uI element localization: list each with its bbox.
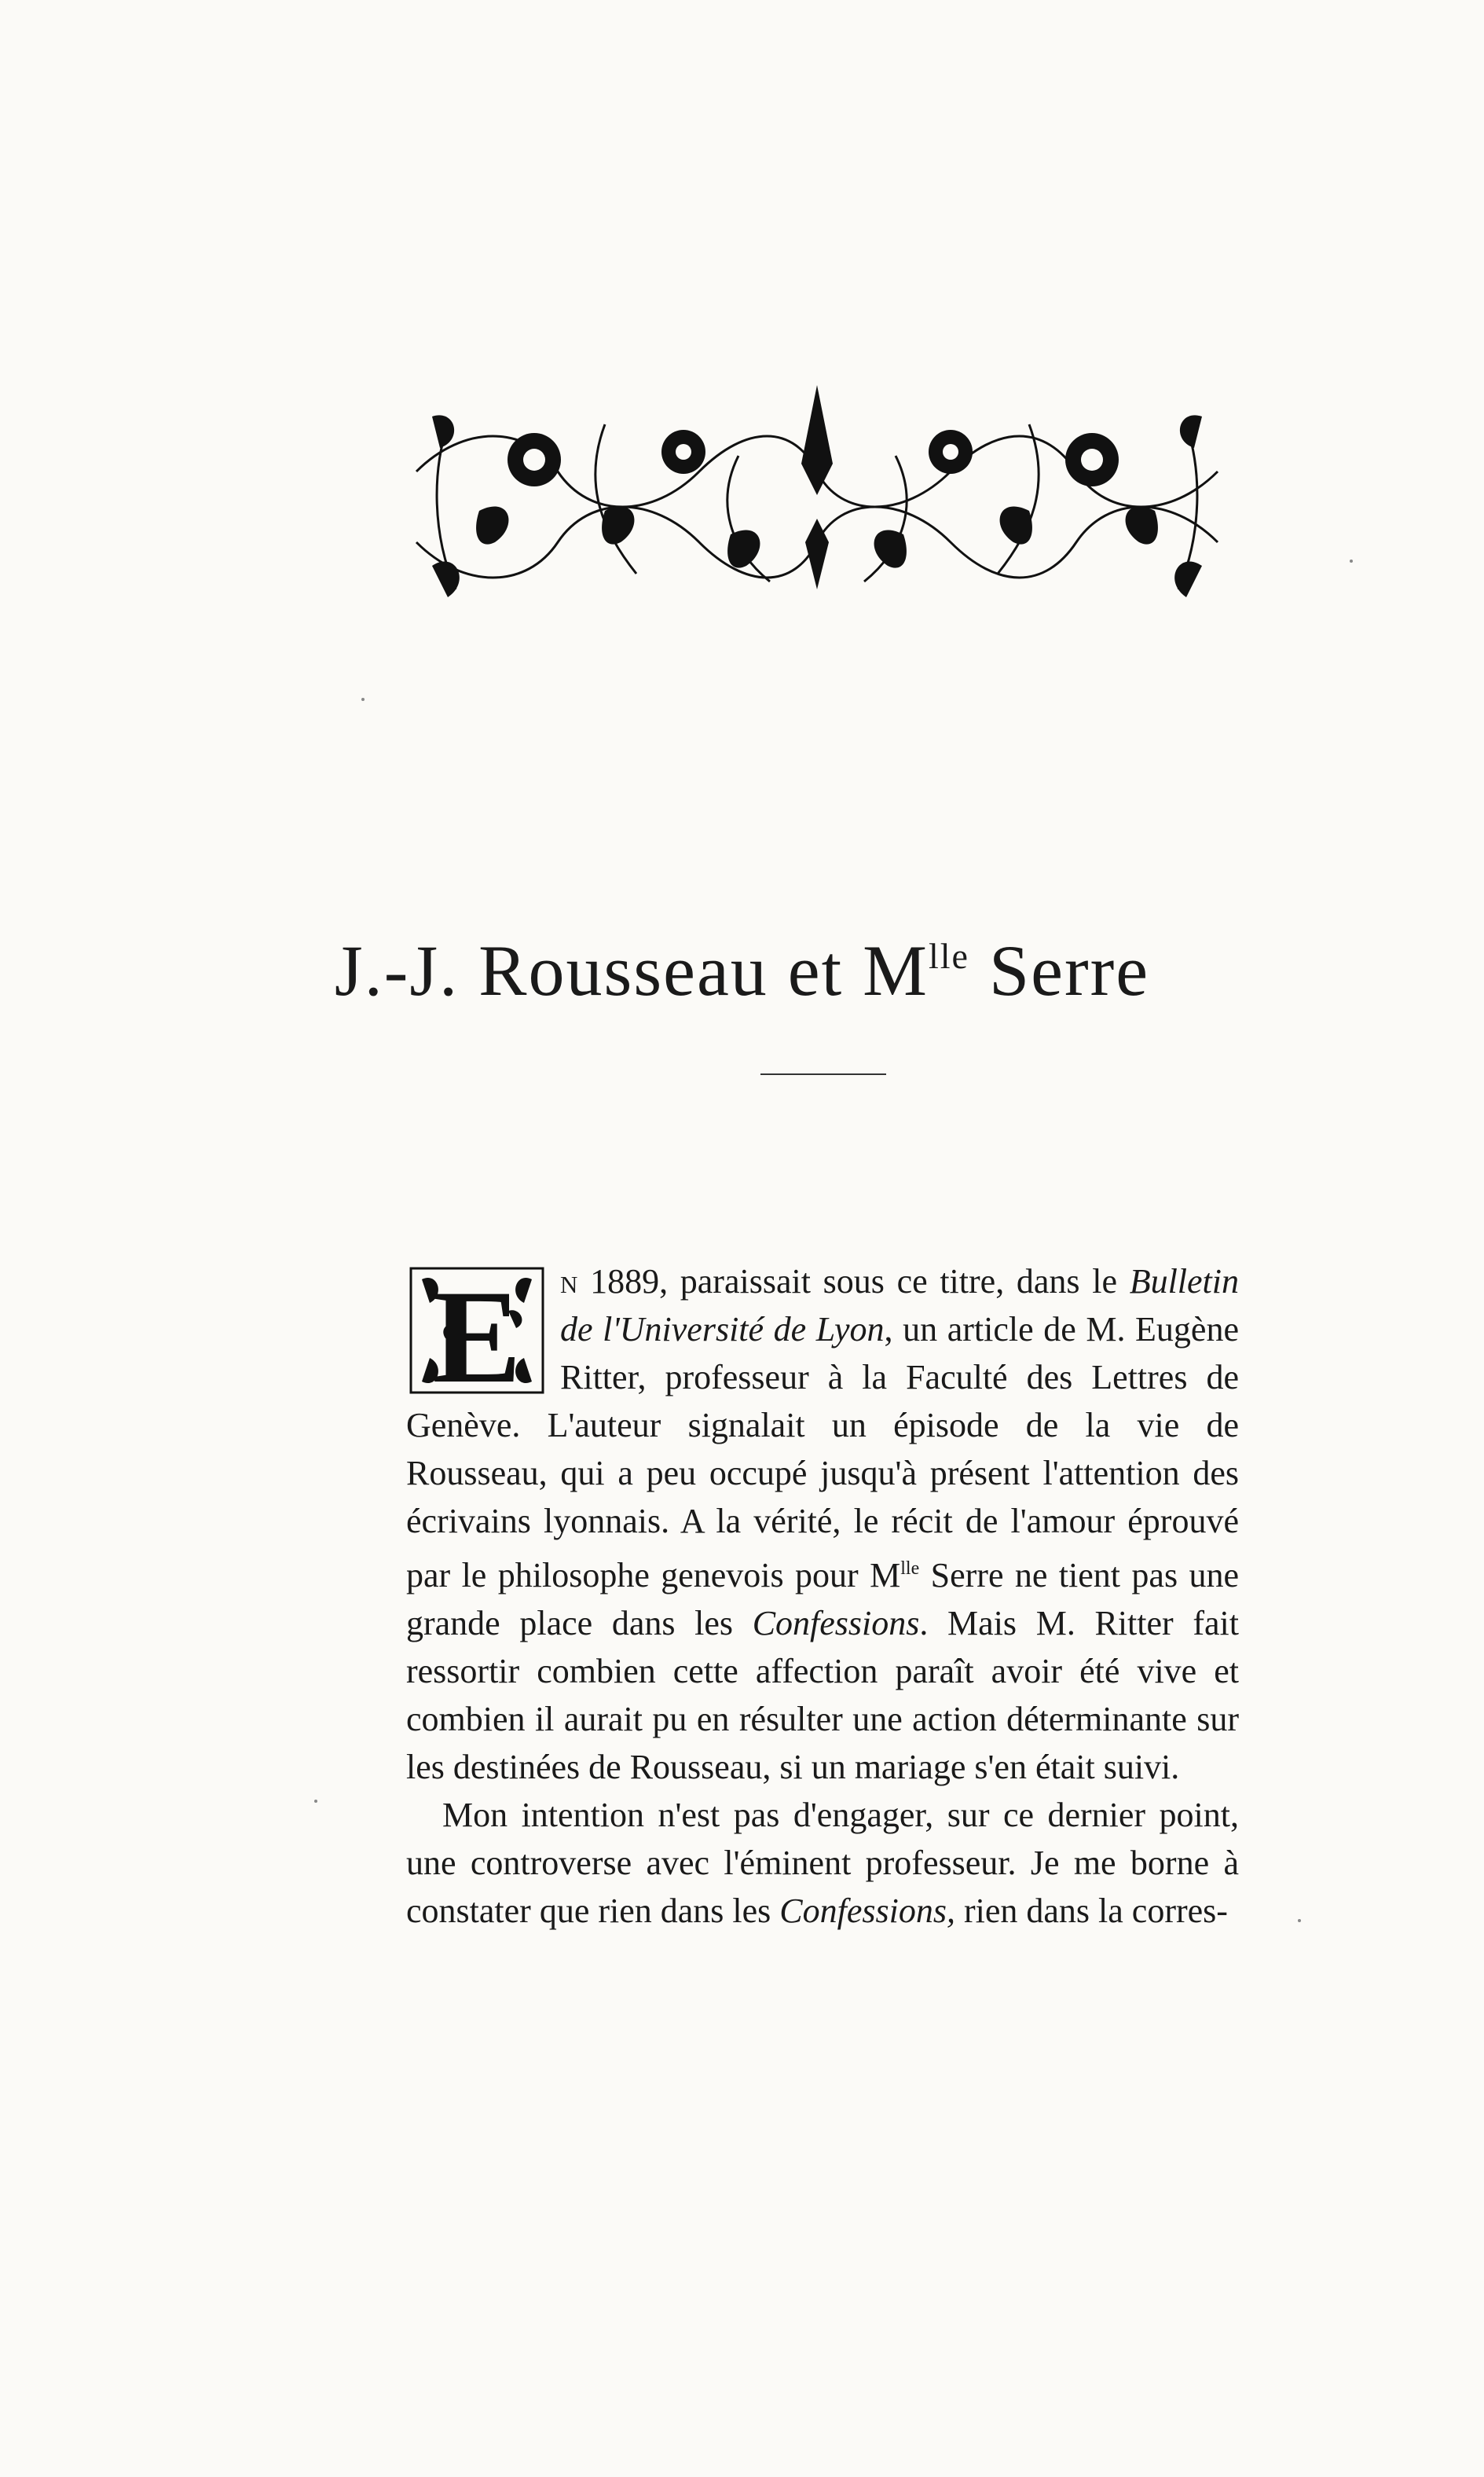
- title-end: Serre: [969, 930, 1150, 1011]
- floral-headpiece-ornament-icon: [401, 377, 1233, 613]
- paragraph-1-text-a: 1889, paraissait sous ce titre, dans le: [577, 1262, 1130, 1301]
- paper-speck: [1350, 560, 1353, 563]
- paragraph-1-superscript: lle: [900, 1558, 920, 1579]
- paragraph-1: [406, 1257, 1239, 1791]
- title-superscript: lle: [928, 935, 969, 976]
- ornamental-letter-e-icon: [406, 1264, 548, 1397]
- paragraph-1-book-title: Confessions: [752, 1604, 920, 1642]
- paragraph-2-text-b: rien dans la corres-: [955, 1892, 1228, 1930]
- paper-speck: [314, 1800, 317, 1803]
- paragraph-1-text-c: Serre ne tient pas une grande place dans les: [406, 1556, 1239, 1642]
- article-body: [406, 1257, 1239, 1935]
- paragraph-1-journal-title: Bulletin de l'Université de Lyon: [560, 1262, 1239, 1349]
- title-main: J.-J. Rousseau et M: [334, 930, 929, 1011]
- paragraph-1-smallcap: n: [560, 1262, 578, 1301]
- paper-speck: [361, 698, 365, 701]
- paragraph-1-text-d: . Mais M. Ritter fait ressortir combien cette affection paraît avoir été vive et combien il aurait pu en résulter une action déterminante sur les destinées de Rousseau, si un mariage s'en était suivi.: [406, 1604, 1239, 1786]
- paragraph-2: [406, 1791, 1239, 1935]
- dropcap-letter: E: [432, 1264, 522, 1397]
- title-rule: [760, 1073, 886, 1075]
- paragraph-1-text-b: , un article de M. Eugène Ritter, professeur à la Faculté des Lettres de Genève. L'auteur signalait un épisode de la vie de Rousseau, qui a peu occupé jusqu'à présent l'attention des écrivains lyonnais. A la vérité, le récit de l'amour éprouvé par le philosophe genevois pour M: [406, 1310, 1239, 1594]
- page-title: [0, 929, 1484, 1012]
- paragraph-2-text-a: Mon intention n'est pas d'engager, sur ce dernier point, une controverse avec l'éminent professeur. Je me borne à constater que rien dans les: [406, 1796, 1239, 1930]
- paragraph-2-book-title: Confessions,: [779, 1892, 955, 1930]
- paper-speck: [1298, 1919, 1301, 1922]
